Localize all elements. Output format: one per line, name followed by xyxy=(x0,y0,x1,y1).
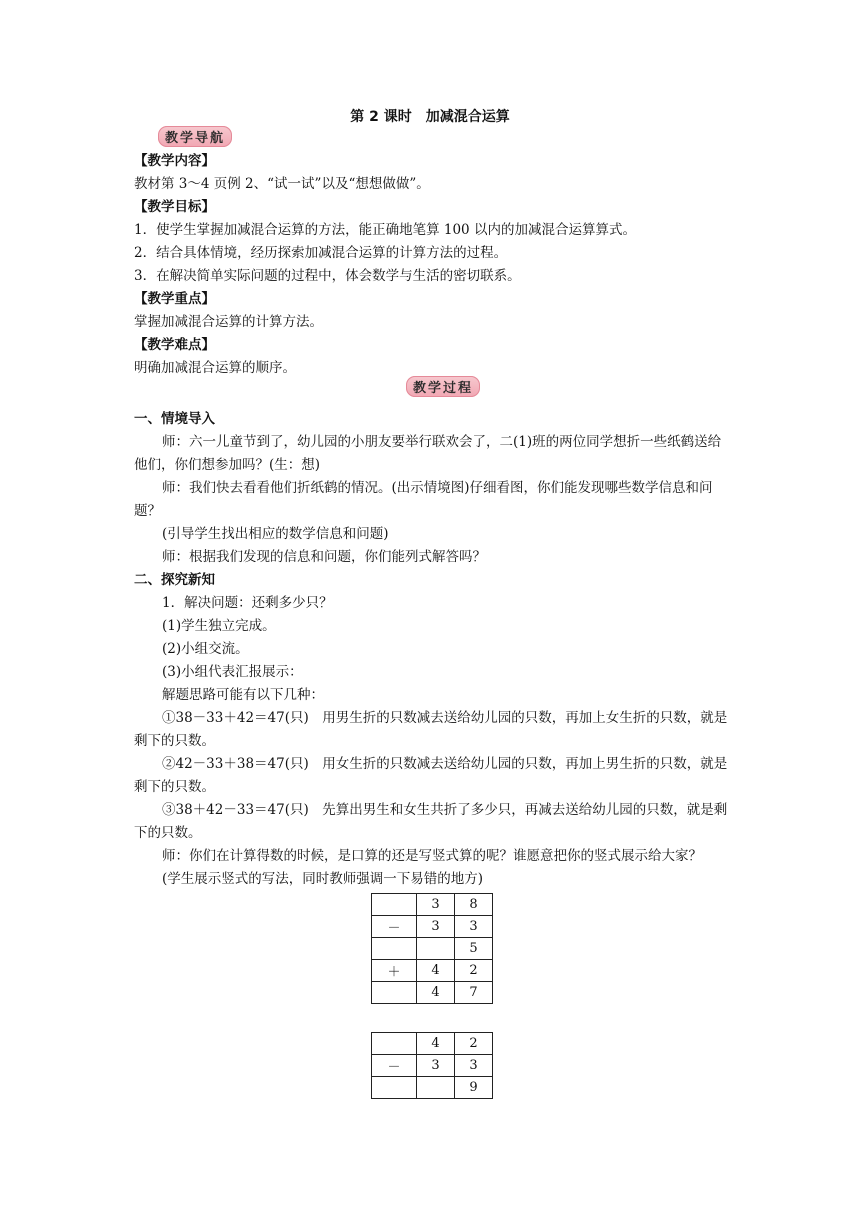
paragraph-line: 师：你们在计算得数的时候，是口算的还是写竖式算的呢？谁愿意把你的竖式展示给大家？ xyxy=(162,848,702,864)
calc-cell: － xyxy=(372,1055,417,1077)
paragraph-line: 1．解决问题：还剩多少只？ xyxy=(162,595,333,611)
section-heading: 【教学难点】 xyxy=(134,337,215,353)
paragraph-line: (学生展示竖式的写法，同时教师强调一下易错的地方) xyxy=(162,871,484,887)
paragraph-line: 教材第 3～4 页例 2、“试一试”以及“想想做做”。 xyxy=(134,176,430,192)
paragraph-line: 2．结合具体情境，经历探索加减混合运算的计算方法的过程。 xyxy=(134,245,508,261)
calc-row xyxy=(372,894,493,916)
calc-row xyxy=(372,1033,493,1055)
paragraph-line: 师：六一儿童节到了，幼儿园的小朋友要举行联欢会了，二(1)班的两位同学想折一些纸鹤送给他们，你们想参加吗？(生：想) xyxy=(134,434,722,473)
calc-cell: 3 xyxy=(417,916,455,938)
calc-cell: 7 xyxy=(455,982,493,1004)
paragraph-line: (引导学生找出相应的数学信息和问题) xyxy=(162,526,389,542)
calc-row xyxy=(372,938,493,960)
paragraph-line: 师：我们快去看看他们折纸鹤的情况。(出示情境图)仔细看图，你们能发现哪些数学信息和问题？ xyxy=(134,480,713,519)
calc-cell xyxy=(372,982,417,1004)
calc-cell xyxy=(372,938,417,960)
lesson-title: 第 2 课时 加减混合运算 xyxy=(350,109,510,125)
paragraph-line: 解题思路可能有以下几种： xyxy=(162,687,324,703)
vertical-calculation-table-2 xyxy=(371,1032,493,1099)
calc-cell xyxy=(372,1033,417,1055)
calc-cell: 3 xyxy=(455,1055,493,1077)
section-spacer xyxy=(134,380,732,408)
guide-section xyxy=(134,150,732,380)
section-heading: 【教学目标】 xyxy=(134,199,215,215)
calc-cell: 2 xyxy=(455,1033,493,1055)
calc-row xyxy=(372,916,493,938)
paragraph-line: 1．使学生掌握加减混合运算的方法，能正确地笔算 100 以内的加减混合运算算式。 xyxy=(134,222,636,238)
paragraph-line: (3)小组代表汇报展示： xyxy=(162,664,303,680)
calc-cell: 9 xyxy=(455,1077,493,1099)
paragraph-line: (1)学生独立完成。 xyxy=(162,618,276,634)
calc-cell xyxy=(417,938,455,960)
calc-cell: ＋ xyxy=(372,960,417,982)
paragraph-line: 3．在解决简单实际问题的过程中，体会数学与生活的密切联系。 xyxy=(134,268,521,284)
section-heading: 【教学内容】 xyxy=(134,153,215,169)
calc-cell: － xyxy=(372,916,417,938)
vertical-calculation-table-1 xyxy=(371,893,493,1004)
paragraph-line: 掌握加减混合运算的计算方法。 xyxy=(134,314,323,330)
calc-cell: 2 xyxy=(455,960,493,982)
calc-cell xyxy=(372,894,417,916)
paragraph-line: 明确加减混合运算的顺序。 xyxy=(134,360,296,376)
section-heading: 【教学重点】 xyxy=(134,291,215,307)
calc-cell: 4 xyxy=(417,960,455,982)
paragraph-line: ①38－33＋42＝47(只) 用男生折的只数减去送给幼儿园的只数，再加上女生折的只数，就是剩下的只数。 xyxy=(134,710,728,749)
process-section xyxy=(134,408,732,891)
calc-cell: 3 xyxy=(417,894,455,916)
paragraph-line: 师：根据我们发现的信息和问题，你们能列式解答吗？ xyxy=(162,549,486,565)
paragraph-line: (2)小组交流。 xyxy=(162,641,249,657)
calc-row xyxy=(372,1077,493,1099)
calc-cell: 4 xyxy=(417,1033,455,1055)
teaching-process-badge: 教学过程 xyxy=(406,376,480,397)
paragraph-line: ②42－33＋38＝47(只) 用女生折的只数减去送给幼儿园的只数，再加上男生折的只数，就是剩下的只数。 xyxy=(134,756,728,795)
calc-row xyxy=(372,982,493,1004)
calc-row xyxy=(372,1055,493,1077)
section-heading: 二、探究新知 xyxy=(134,572,215,588)
teaching-guide-badge: 教学导航 xyxy=(158,126,232,147)
paragraph-line: ③38＋42－33＝47(只) 先算出男生和女生共折了多少只，再减去送给幼儿园的只数，就是剩下的只数。 xyxy=(134,802,728,841)
calc-cell xyxy=(372,1077,417,1099)
calc-cell: 8 xyxy=(455,894,493,916)
calc-cell: 5 xyxy=(455,938,493,960)
calc-cell xyxy=(417,1077,455,1099)
calc-cell: 4 xyxy=(417,982,455,1004)
calc-row xyxy=(372,960,493,982)
lesson-content xyxy=(134,150,732,891)
section-heading: 一、情境导入 xyxy=(134,411,215,427)
calc-cell: 3 xyxy=(417,1055,455,1077)
calc-cell: 3 xyxy=(455,916,493,938)
